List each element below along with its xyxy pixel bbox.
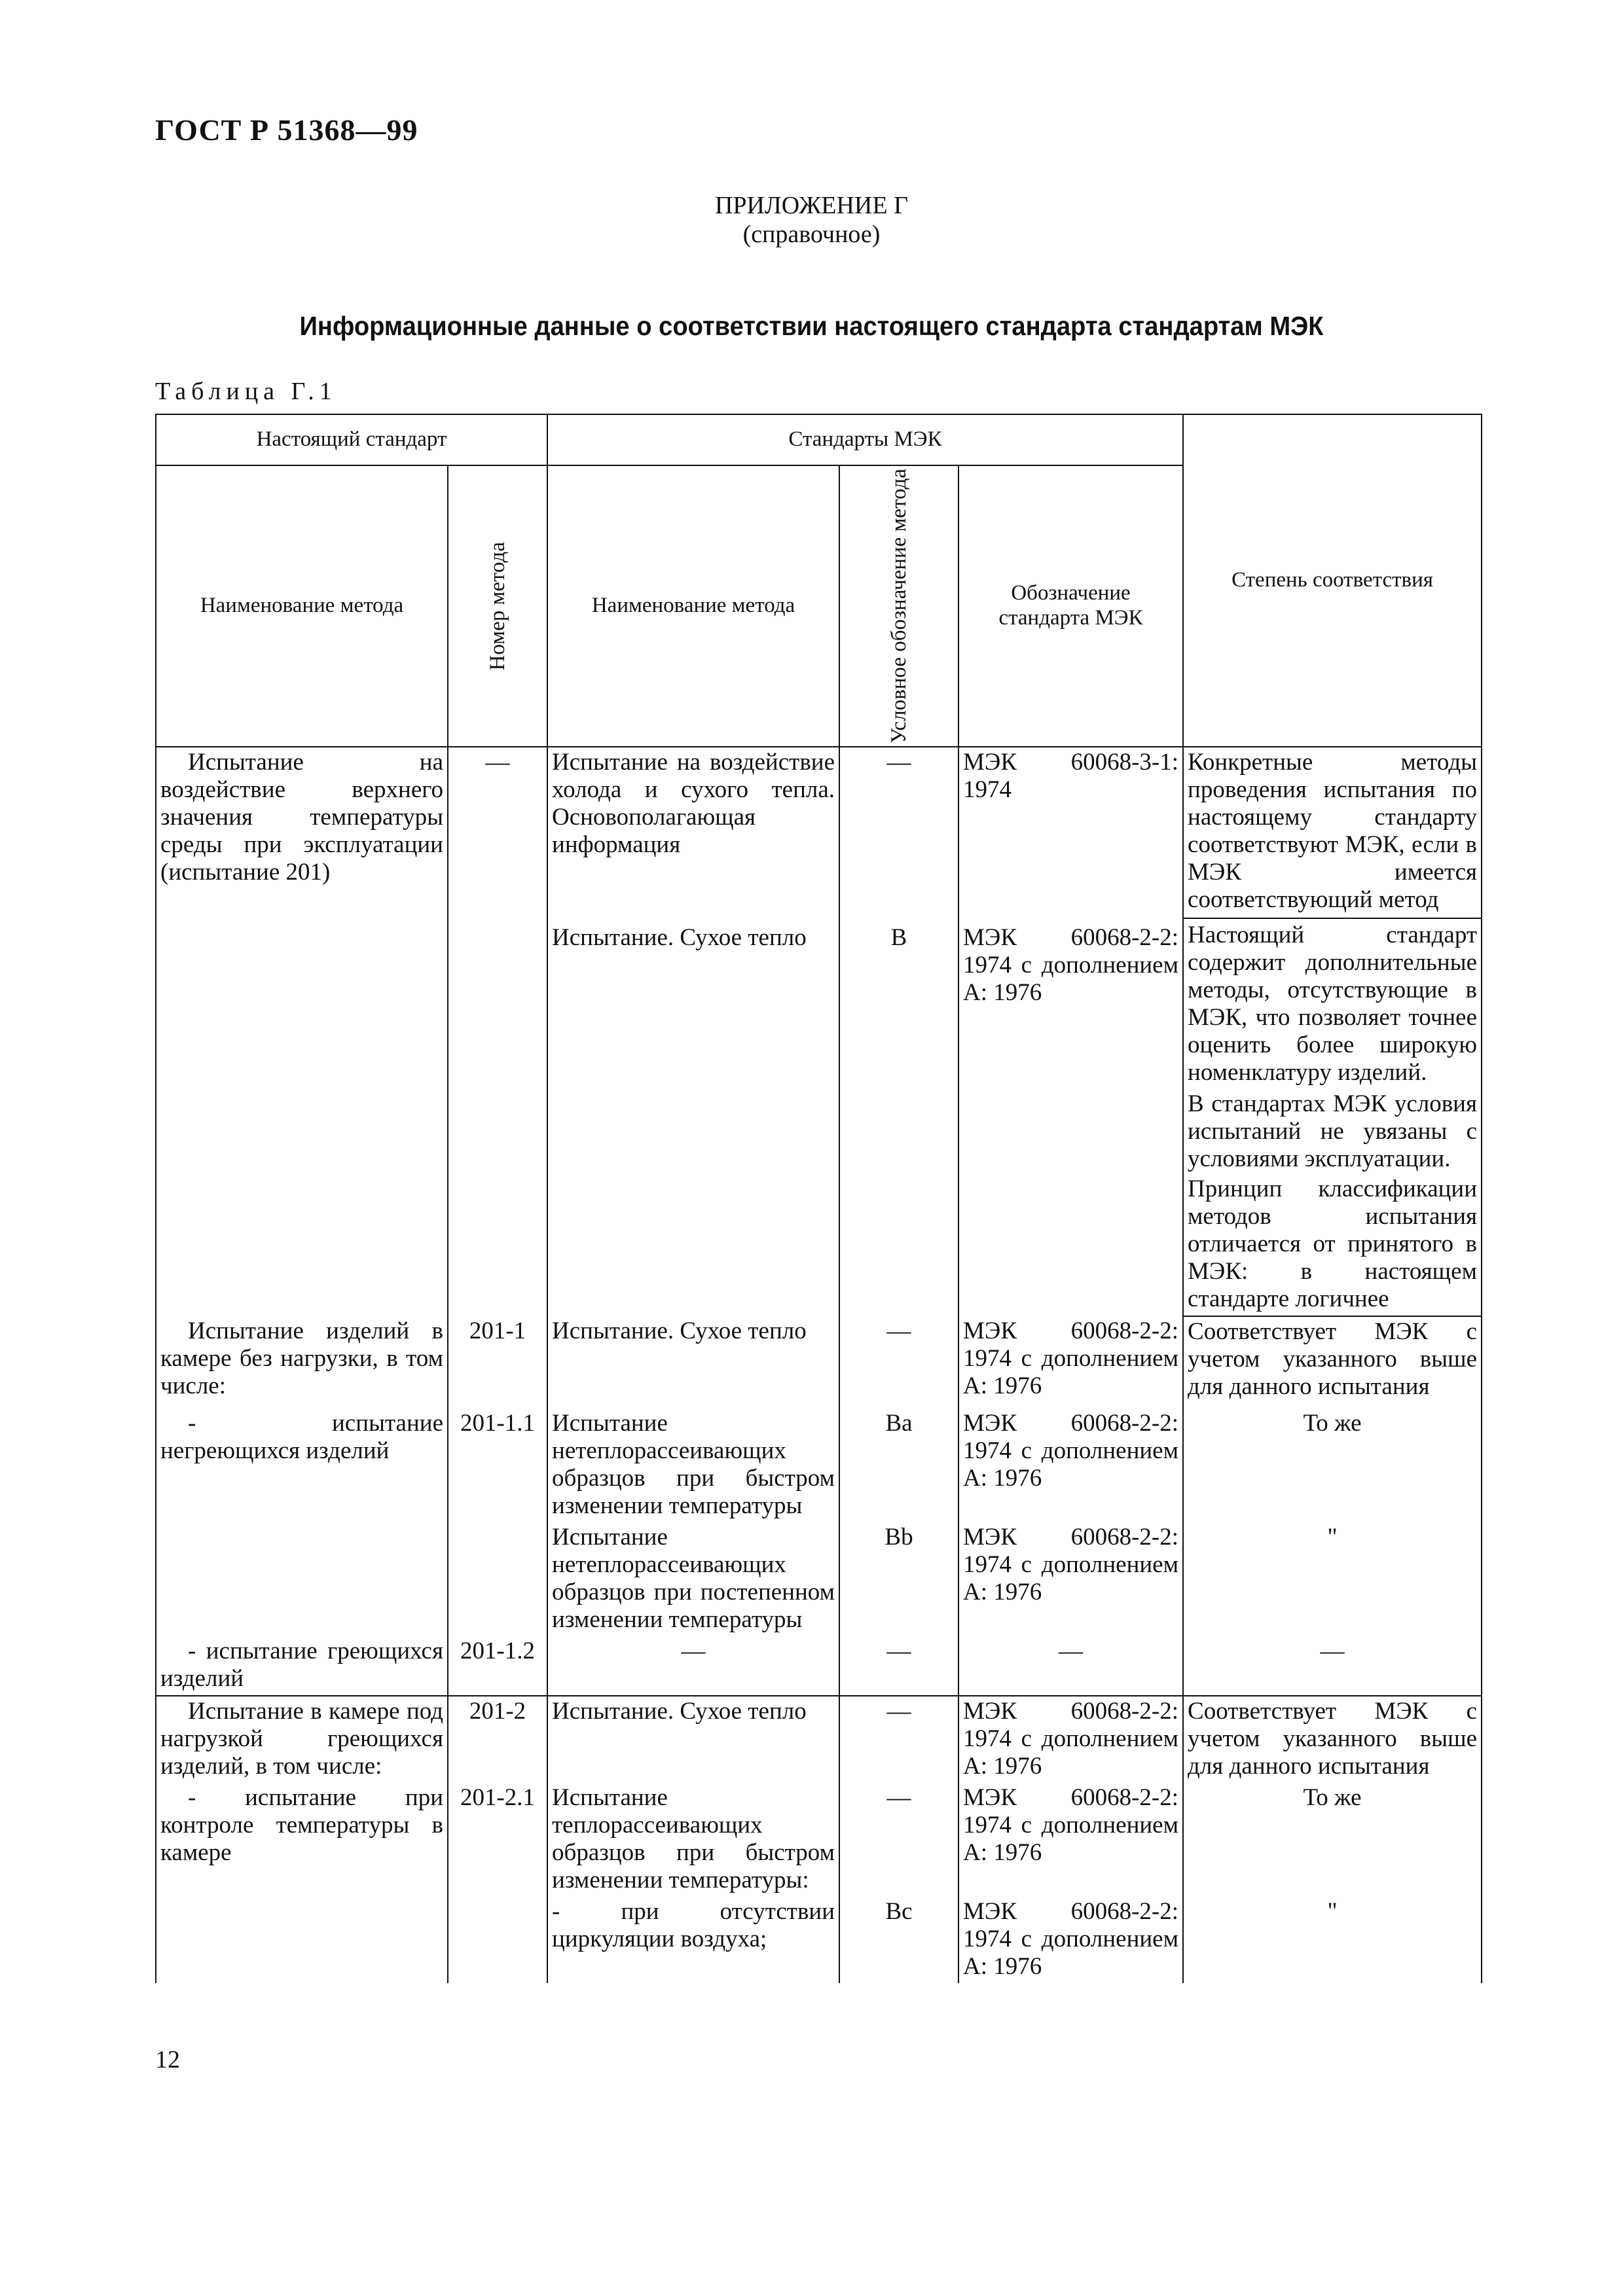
row4-iec-std: — xyxy=(958,1636,1183,1696)
row1-compliance-3: В стандартах МЭК условия испытаний не увязаны с условиями эксплуатации. xyxy=(1188,1090,1478,1172)
row1-compliance-2-4 xyxy=(1183,916,1482,1316)
row5-method-number: 201-2 xyxy=(448,1696,547,1783)
table-row xyxy=(156,1636,1482,1696)
row6-iec-std-2: МЭК 60068-2-2: 1974 с дополнением A: 1976 xyxy=(958,1897,1183,1983)
row1-method-name: Испытание на воздействие верхнего значения температуры среды при эксплуатации (испытание 201) xyxy=(156,747,448,1316)
row6-method-name: - испытание при контроле температуры в камере xyxy=(156,1783,448,1983)
row6-compliance-2: " xyxy=(1183,1897,1482,1983)
table-label: Таблица Г.1 xyxy=(155,378,337,405)
header-method-code-text: Условное обозначение метода xyxy=(887,469,911,744)
header-method-number xyxy=(448,465,547,747)
row3-iec-std-1: МЭК 60068-2-2: 1974 с дополнением A: 1976 xyxy=(958,1403,1183,1522)
row1-compliance-1: Конкретные методы проведения испытания по настоящему стандарту соответствуют МЭК, если в МЭК имеется соответствующий метод xyxy=(1183,747,1482,916)
row1-code-2: B xyxy=(839,916,958,1316)
row5-compliance: Соответствует МЭК с учетом указанного выше для данного испытания xyxy=(1183,1696,1482,1783)
row3-method-name: - испытание негреющихся изделий xyxy=(156,1403,448,1636)
row1-compliance-4: Принцип классификации методов испытания отличается от принятого в МЭК: в настоящем стандарте логичнее xyxy=(1188,1175,1478,1312)
row5-method-name: Испытание в камере под нагрузкой греющихся изделий, в том числе: xyxy=(156,1696,448,1783)
row1-method-number: — xyxy=(448,747,547,1316)
row3-iec-name-2: Испытание нетеплорассеивающих образцов при постепенном изменении температуры xyxy=(547,1522,839,1636)
row4-iec-name: — xyxy=(547,1636,839,1696)
header-method-number-text: Номер метода xyxy=(486,541,509,671)
row5-iec-std: МЭК 60068-2-2: 1974 с дополнением A: 1976 xyxy=(958,1696,1183,1783)
row1-iec-name-2: Испытание. Сухое тепло xyxy=(547,916,839,1316)
row6-code-1: — xyxy=(839,1783,958,1897)
row3-compliance-1: То же xyxy=(1183,1403,1482,1522)
row3-code-2: Bb xyxy=(839,1522,958,1636)
row2-compliance: Соответствует МЭК с учетом указанного выше для данного испытания xyxy=(1183,1316,1482,1403)
document-code: ГОСТ Р 51368—99 xyxy=(155,113,418,147)
appendix-title: ПРИЛОЖЕНИЕ Г xyxy=(714,192,909,219)
appendix-note: (справочное) xyxy=(742,221,881,248)
row3-iec-std-2: МЭК 60068-2-2: 1974 с дополнением A: 1976 xyxy=(958,1522,1183,1636)
row1-iec-std-1: МЭК 60068-3-1: 1974 xyxy=(958,747,1183,916)
header-method-name: Наименование метода xyxy=(156,465,448,747)
row2-method-name: Испытание изделий в камере без нагрузки, в том числе: xyxy=(156,1316,448,1403)
row1-iec-std-2: МЭК 60068-2-2: 1974 с дополнением A: 1976 xyxy=(958,916,1183,1316)
row6-iec-std-1: МЭК 60068-2-2: 1974 с дополнением A: 1976 xyxy=(958,1783,1183,1897)
appendix-heading xyxy=(0,191,1623,249)
table-row xyxy=(156,1783,1482,1897)
row5-iec-name: Испытание. Сухое тепло xyxy=(547,1696,839,1783)
row1-compliance-2: Настоящий стандарт содержит дополнительные методы, отсутствующие в МЭК, что позволяет точнее оценить более широкую номенклатуру изделий. xyxy=(1184,918,1481,1088)
row2-iec-name: Испытание. Сухое тепло xyxy=(547,1316,839,1403)
header-iec-designation: Обозначение стандарта МЭК xyxy=(958,465,1183,747)
page-title: Информационные данные о соответствии настоящего стандарта стандартам МЭК xyxy=(299,311,1324,341)
row3-iec-name-1: Испытание нетеплорассеивающих образцов при быстром изменении температуры xyxy=(547,1403,839,1522)
table-row xyxy=(156,1403,1482,1522)
row1-code-1: — xyxy=(839,747,958,916)
header-iec-method-name: Наименование метода xyxy=(547,465,839,747)
row4-method-number: 201-1.2 xyxy=(448,1636,547,1696)
row4-code: — xyxy=(839,1636,958,1696)
table-row xyxy=(156,1316,1482,1403)
row6-code-2: Bc xyxy=(839,1897,958,1983)
row2-iec-std: МЭК 60068-2-2: 1974 с дополнением A: 1976 xyxy=(958,1316,1183,1403)
row3-method-number: 201-1.1 xyxy=(448,1403,547,1636)
header-compliance: Степень соответствия xyxy=(1183,414,1482,747)
row2-code: — xyxy=(839,1316,958,1403)
row1-iec-name-1: Испытание на воздействие холода и сухого тепла. Основополагающая информация xyxy=(547,747,839,916)
compliance-table xyxy=(155,414,1482,1983)
header-our-standard: Настоящий стандарт xyxy=(156,414,547,465)
row3-compliance-2: " xyxy=(1183,1522,1482,1636)
header-iec-standards: Стандарты МЭК xyxy=(547,414,1183,465)
row4-compliance: — xyxy=(1183,1636,1482,1696)
row6-iec-name-2: - при отсутствии циркуляции воздуха; xyxy=(547,1897,839,1983)
row3-code-1: Ba xyxy=(839,1403,958,1522)
table-row xyxy=(156,1696,1482,1783)
header-method-code xyxy=(839,465,958,747)
table-row xyxy=(156,747,1482,916)
row4-method-name: - испытание греющихся изделий xyxy=(156,1636,448,1696)
page-number: 12 xyxy=(155,2046,180,2073)
row5-code: — xyxy=(839,1696,958,1783)
row6-method-number: 201-2.1 xyxy=(448,1783,547,1983)
row6-iec-name-1: Испытание теплорассеивающих образцов при быстром изменении температуры: xyxy=(547,1783,839,1897)
row2-method-number: 201-1 xyxy=(448,1316,547,1403)
row6-compliance-1: То же xyxy=(1183,1783,1482,1897)
